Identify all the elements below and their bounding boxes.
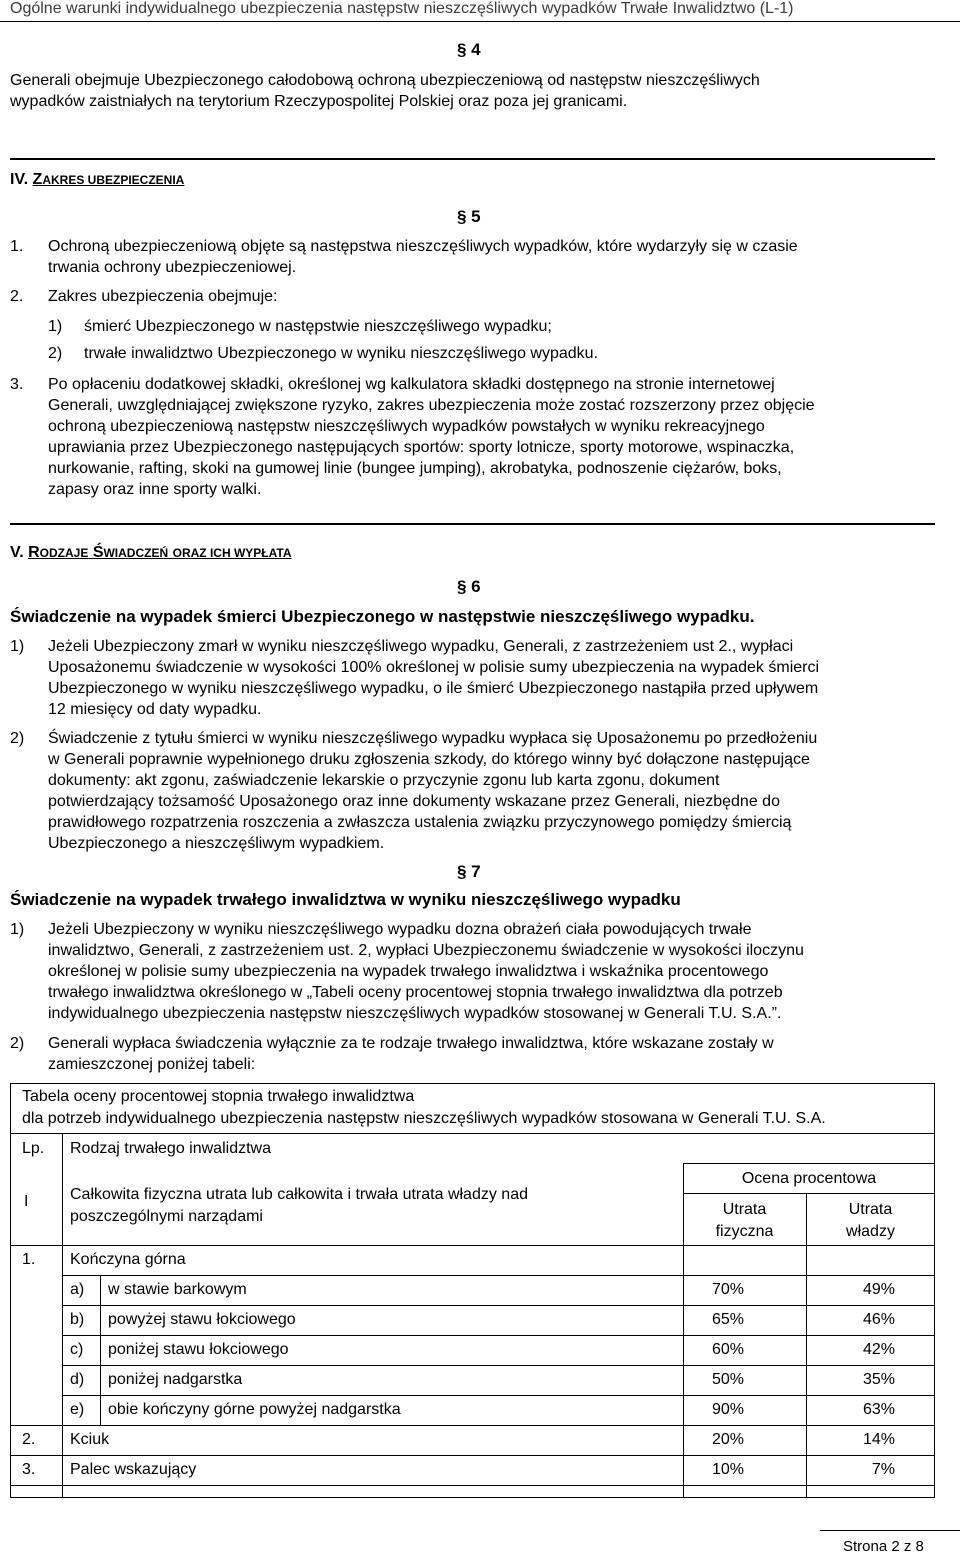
text-line: zamieszczonej poniżej tabeli: xyxy=(48,1056,256,1073)
text-line: ochroną ubezpieczeniową następstw nieszczęśliwych wypadków powstałych w wyniku rekreacyjnego xyxy=(48,418,765,435)
row-label: obie kończyny górne powyżej nadgarstka xyxy=(108,1401,401,1418)
row-power: 7% xyxy=(871,1461,895,1478)
text-line: 12 miesięcy od daty wypadku. xyxy=(48,701,262,718)
text-line: Całkowita fizyczna utrata lub całkowita i trwała utrata władzy nad xyxy=(70,1186,528,1203)
text-line: indywidualnego ubezpieczenia następstw nieszczęśliwych wypadków stosowanej w Generali T.U. S.A.”. xyxy=(48,1005,782,1022)
table-rule xyxy=(10,1425,935,1426)
paragraph-5-sign: § 5 xyxy=(457,207,481,226)
item-text: Zakres ubezpieczenia obejmuje: xyxy=(48,288,278,305)
row-physical: 90% xyxy=(711,1401,744,1418)
section-title xyxy=(33,171,185,188)
paragraph-7-sign: § 7 xyxy=(457,862,481,881)
item-number: 1) xyxy=(10,921,25,938)
section-title-first: R xyxy=(28,544,40,561)
table-group-label xyxy=(70,1184,528,1228)
item-number: 1. xyxy=(10,238,24,255)
subitem-number: 2) xyxy=(48,345,63,362)
section-iv-rule xyxy=(10,158,935,160)
text-line: Ubezpieczonego w wyniku nieszczęśliwego wypadku, o ile śmierć Ubezpieczonego nastąpiła przed upływem xyxy=(48,680,819,697)
section-title-first: Z xyxy=(32,171,43,188)
paragraph-4-text xyxy=(10,70,760,112)
table-header-physical xyxy=(683,1199,806,1243)
paragraph-6-sign: § 6 xyxy=(457,577,481,596)
section-roman: V. xyxy=(10,544,24,561)
item-number: 3. xyxy=(10,376,24,393)
text-line: Utrata xyxy=(848,1201,893,1218)
subitem-text: trwałe inwalidztwo Ubezpieczonego w wyniku nieszczęśliwego wypadku. xyxy=(84,345,599,362)
row-number: 3. xyxy=(22,1461,36,1478)
table-rule xyxy=(62,1335,935,1336)
item-number: 1) xyxy=(10,638,25,655)
row-physical: 65% xyxy=(711,1311,744,1328)
text-line: Jeżeli Ubezpieczony zmarł w wyniku nieszczęśliwego wypadku, Generali, z zastrzeżeniem ust 2., wypłaci xyxy=(48,638,794,655)
item-number: 2) xyxy=(10,1035,25,1052)
row-label: Kciuk xyxy=(70,1431,110,1448)
text-line: wypadków zaistniałych na terytorium Rzeczypospolitej Polskiej oraz poza jej granicami. xyxy=(10,93,628,110)
table-rule xyxy=(10,1245,935,1246)
row-number: 2. xyxy=(22,1431,36,1448)
text-line: uprawiania przez Ubezpieczonego następujących sportów: sporty lotnicze, sporty motorowe, wspinaczka, xyxy=(48,439,795,456)
row-letter: e) xyxy=(70,1401,85,1418)
text-line: trwałego inwalidztwa określonego w „Tabeli oceny procentowej stopnia trwałego inwalidztwa dla potrzeb xyxy=(48,984,783,1001)
table-title-line-2: dla potrzeb indywidualnego ubezpieczenia następstw nieszczęśliwych wypadków stosowana w Generali T.U. S.A. xyxy=(22,1110,826,1127)
row-label: powyżej stawu łokciowego xyxy=(108,1311,296,1328)
table-rule xyxy=(62,1275,935,1276)
row-physical: 50% xyxy=(711,1371,744,1388)
row-physical: 20% xyxy=(711,1431,744,1448)
paragraph-6-heading: Świadczenie na wypadek śmierci Ubezpieczonego w następstwie nieszczęśliwego wypadku. xyxy=(10,607,755,626)
row-letter: d) xyxy=(70,1371,85,1388)
section-title xyxy=(28,544,291,561)
paragraph-7-heading: Świadczenie na wypadek trwałego inwalidztwa w wyniku nieszczęśliwego wypadku xyxy=(10,890,681,909)
text-line: Jeżeli Ubezpieczony w wyniku nieszczęśliwego wypadku dozna obrażeń ciała powodujących trwałe xyxy=(48,921,752,938)
text-line: Świadczenie z tytułu śmierci w wyniku nieszczęśliwego wypadku wypłaca się Uposażonemu po przedłożeniu xyxy=(48,730,818,747)
table-header-type: Rodzaj trwałego inwalidztwa xyxy=(70,1140,271,1157)
table-col-divider xyxy=(62,1133,63,1498)
text-line: Po opłaceniu dodatkowej składki, określonej wg kalkulatora składki dostępnego na stronie internetowej xyxy=(48,376,775,393)
text-line: Ubezpieczonego a nieszczęśliwym wypadkiem. xyxy=(48,835,385,852)
table-rule xyxy=(10,1455,935,1456)
text-line: Ochroną ubezpieczeniową objęte są następstwa nieszczęśliwych wypadków, które wydarzyły się w czasie xyxy=(48,238,798,255)
table-rule xyxy=(10,1133,935,1134)
row-physical: 70% xyxy=(711,1281,744,1298)
table-title-line-1: Tabela oceny procentowej stopnia trwałego inwalidztwa xyxy=(22,1088,415,1105)
section-v-rule xyxy=(10,523,935,525)
text-line: władzy xyxy=(846,1223,895,1240)
text-line: Uposażonemu świadczenie w wysokości 100% określonej w polisie sumy ubezpieczenia na wypadek śmierci xyxy=(48,659,820,676)
section-iv-heading xyxy=(10,170,184,190)
section-title-rest: AKRES UBEZPIECZENIA xyxy=(42,173,185,187)
section-title-rest: ORAZ ICH WYPŁATA xyxy=(172,546,292,560)
table-rule xyxy=(62,1365,935,1366)
document-header: Ogólne warunki indywidualnego ubezpieczenia następstw nieszczęśliwych wypadków Trwałe Inwalidztwo (L-1) xyxy=(10,0,794,17)
row-power: 35% xyxy=(862,1371,895,1388)
row-power: 63% xyxy=(862,1401,895,1418)
text-line: prawidłowego rozpatrzenia roszczenia a zwłaszcza ustalenia związku przyczynowego pomiędzy śmiercią xyxy=(48,814,792,831)
text-line: fizyczna xyxy=(715,1223,774,1240)
text-line: inwalidztwo, Generali, z zastrzeżeniem ust. 2, wypłaci Ubezpieczonemu świadczenie w wysokości iloczynu xyxy=(48,942,804,959)
page-number: Strona 2 z 8 xyxy=(843,1538,924,1555)
table-col-divider xyxy=(100,1275,101,1425)
table-header-ocena: Ocena procentowa xyxy=(741,1170,877,1187)
table-rule xyxy=(683,1163,935,1164)
subitem-number: 1) xyxy=(48,318,63,335)
item-number: 2. xyxy=(10,288,24,305)
row-power: 42% xyxy=(862,1341,895,1358)
table-rule xyxy=(683,1193,935,1194)
item-number: 2) xyxy=(10,730,25,747)
text-line: Generali, uwzględniającej zwiększone ryzyko, zakres ubezpieczenia może zostać rozszerzony przez objęcie xyxy=(48,397,815,414)
header-divider xyxy=(0,21,960,22)
row-label: poniżej stawu łokciowego xyxy=(108,1341,289,1358)
text-line: trwania ochrony ubezpieczeniowej. xyxy=(48,259,297,276)
row-power: 14% xyxy=(862,1431,895,1448)
row-label: w stawie barkowym xyxy=(108,1281,247,1298)
text-line: Utrata xyxy=(722,1201,767,1218)
text-line: poszczególnymi narządami xyxy=(70,1208,263,1225)
row-physical: 60% xyxy=(711,1341,744,1358)
row-power: 49% xyxy=(862,1281,895,1298)
section-title-rest: WIADCZEŃ xyxy=(103,546,169,560)
table-header-power xyxy=(806,1199,935,1243)
table-subgroup-number: 1. xyxy=(22,1251,36,1268)
row-physical: 10% xyxy=(711,1461,744,1478)
table-group-number: I xyxy=(24,1193,29,1210)
row-label: poniżej nadgarstka xyxy=(108,1371,243,1388)
section-title-rest: ODZAJE xyxy=(39,546,89,560)
table-rule xyxy=(62,1305,935,1306)
text-line: Generali wypłaca świadczenia wyłącznie za te rodzaje trwałego inwalidztwa, które wskazane zostały w xyxy=(48,1035,774,1052)
row-label: Palec wskazujący xyxy=(70,1461,197,1478)
paragraph-4-sign: § 4 xyxy=(457,40,481,59)
row-letter: b) xyxy=(70,1311,85,1328)
row-letter: a) xyxy=(70,1281,85,1298)
text-line: w Generali poprawnie wypełnionego druku zgłoszenia szkody, do którego winny być dołączone następujące xyxy=(48,751,810,768)
table-subgroup-label: Kończyna górna xyxy=(70,1251,186,1268)
footer-divider xyxy=(820,1530,960,1531)
row-power: 46% xyxy=(862,1311,895,1328)
table-rule xyxy=(62,1395,935,1396)
row-letter: c) xyxy=(70,1341,84,1358)
text-line: zapasy oraz inne sporty walki. xyxy=(48,481,262,498)
section-roman: IV. xyxy=(10,171,29,188)
section-title-first: Ś xyxy=(92,544,104,561)
table-header-lp: Lp. xyxy=(22,1140,45,1157)
section-v-heading xyxy=(10,543,291,563)
text-line: nurkowanie, rafting, skoki na gumowej linie (bungee jumping), akrobatyka, podnoszenie ciężarów, boks, xyxy=(48,460,782,477)
text-line: dokumenty: akt zgonu, zaświadczenie lekarskie o przyczynie zgonu lub karta zgonu, dokument xyxy=(48,772,720,789)
table-rule xyxy=(10,1485,935,1486)
text-line: Generali obejmuje Ubezpieczonego całodobową ochroną ubezpieczeniową od następstw nieszczęśliwych xyxy=(10,72,760,89)
text-line: potwierdzający tożsamość Uposażonego oraz inne dokumenty wskazane przez Generali, niezbędne do xyxy=(48,793,780,810)
text-line: określonej w polisie sumy ubezpieczenia na wypadek trwałego inwalidztwa i wskaźnika procentowego xyxy=(48,963,769,980)
subitem-text: śmierć Ubezpieczonego w następstwie nieszczęśliwego wypadku; xyxy=(84,318,552,335)
